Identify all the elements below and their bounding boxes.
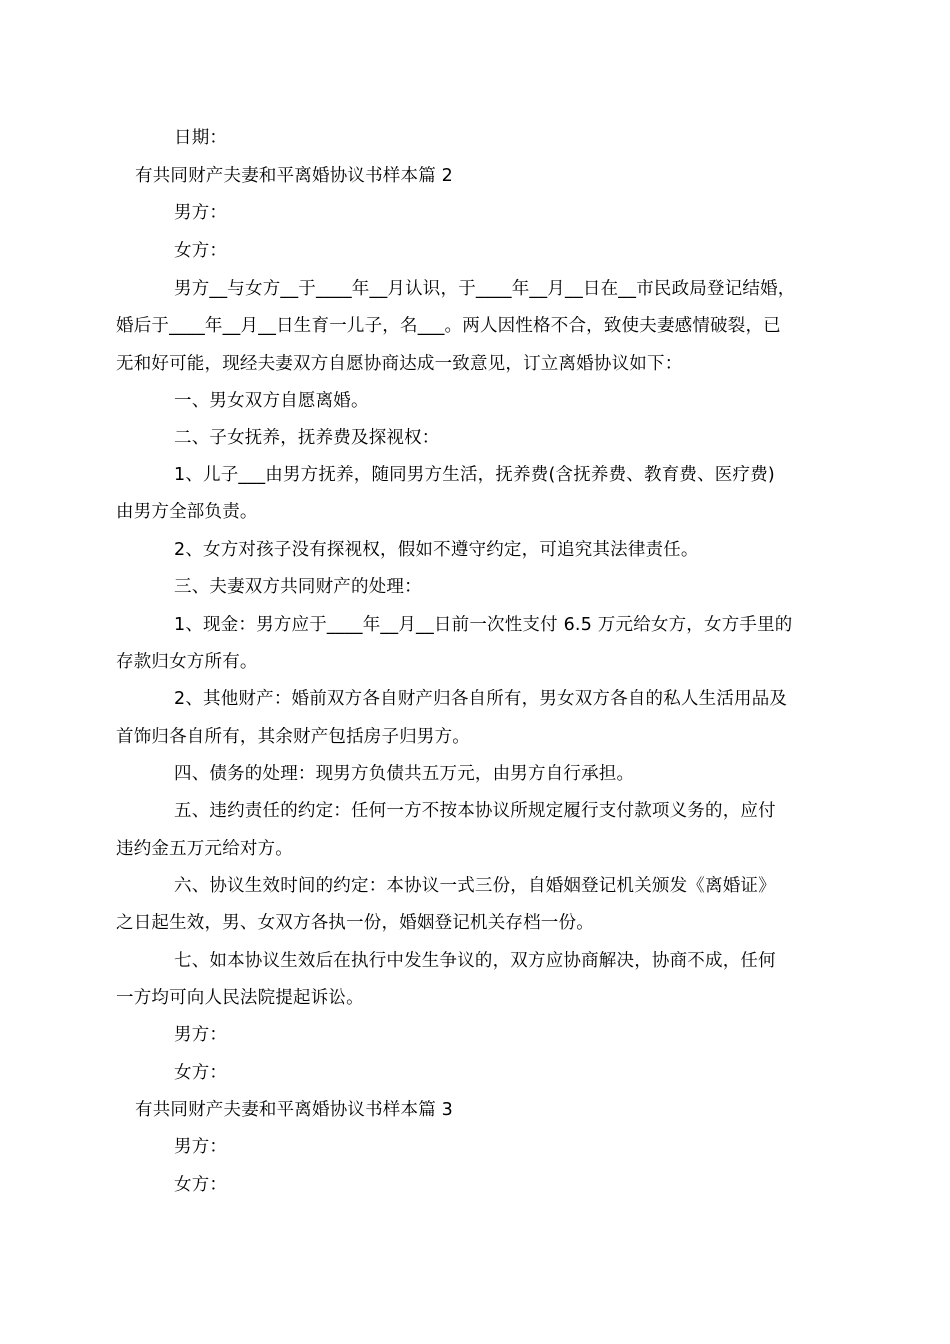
clause-3-1-line-2: 存款归女方所有。 [116, 652, 258, 672]
clause-2: 二、子女抚养，抚养费及探视权： [174, 428, 440, 448]
clause-5-line-2: 违约金五万元给对方。 [116, 839, 293, 859]
clause-3-2-line-1: 2、其他财产：婚前双方各自财产归各自所有，男女双方各自的私人生活用品及 [174, 689, 788, 709]
clause-7-line-2: 一方均可向人民法院提起诉讼。 [116, 988, 364, 1008]
clause-2-1-line-1: 1、儿子___由男方抚养，随同男方生活，抚养费(含抚养费、教育费、医疗费) [174, 465, 775, 485]
intro-line-1: 男方__与女方__于____年__月认识，于____年__月__日在__市民政局登记结婚， [174, 279, 796, 299]
clause-6-line-2: 之日起生效，男、女双方各执一份，婚姻登记机关存档一份。 [116, 913, 594, 933]
clause-4: 四、债务的处理：现男方负债共五万元，由男方自行承担。 [174, 764, 635, 784]
clause-7-line-1: 七、如本协议生效后在执行中发生争议的，双方应协商解决，协商不成，任何 [174, 951, 776, 971]
clause-2-2: 2、女方对孩子没有探视权，假如不遵守约定，可追究其法律责任。 [174, 540, 699, 560]
female-party-label: 女方： [174, 241, 228, 261]
clause-1: 一、男女双方自愿离婚。 [174, 391, 369, 411]
section-3-title: 有共同财产夫妻和平离婚协议书样本篇 3 [135, 1100, 453, 1120]
signature-male-label: 男方： [174, 1025, 228, 1045]
section-2-title: 有共同财产夫妻和平离婚协议书样本篇 2 [135, 166, 453, 186]
clause-3-2-line-2: 首饰归各自所有，其余财产包括房子归男方。 [116, 727, 470, 747]
clause-3-1-line-1: 1、现金：男方应于____年__月__日前一次性支付 6.5 万元给女方，女方手里的 [174, 615, 793, 635]
date-label: 日期： [174, 128, 228, 148]
clause-5-line-1: 五、违约责任的约定：任何一方不按本协议所规定履行支付款项义务的，应付 [174, 801, 776, 821]
intro-line-3: 无和好可能，现经夫妻双方自愿协商达成一致意见，订立离婚协议如下： [116, 354, 683, 374]
signature-female-label: 女方： [174, 1063, 228, 1083]
male-party-label: 男方： [174, 203, 228, 223]
clause-2-1-line-2: 由男方全部负责。 [116, 502, 258, 522]
intro-line-2: 婚后于____年__月__日生育一儿子，名___。两人因性格不合，致使夫妻感情破裂，已 [116, 316, 781, 336]
clause-3: 三、夫妻双方共同财产的处理： [174, 577, 422, 597]
section-3-male-label: 男方： [174, 1137, 228, 1157]
clause-6-line-1: 六、协议生效时间的约定：本协议一式三份，自婚姻登记机关颁发《离婚证》 [174, 876, 776, 896]
section-3-female-label: 女方： [174, 1175, 228, 1195]
